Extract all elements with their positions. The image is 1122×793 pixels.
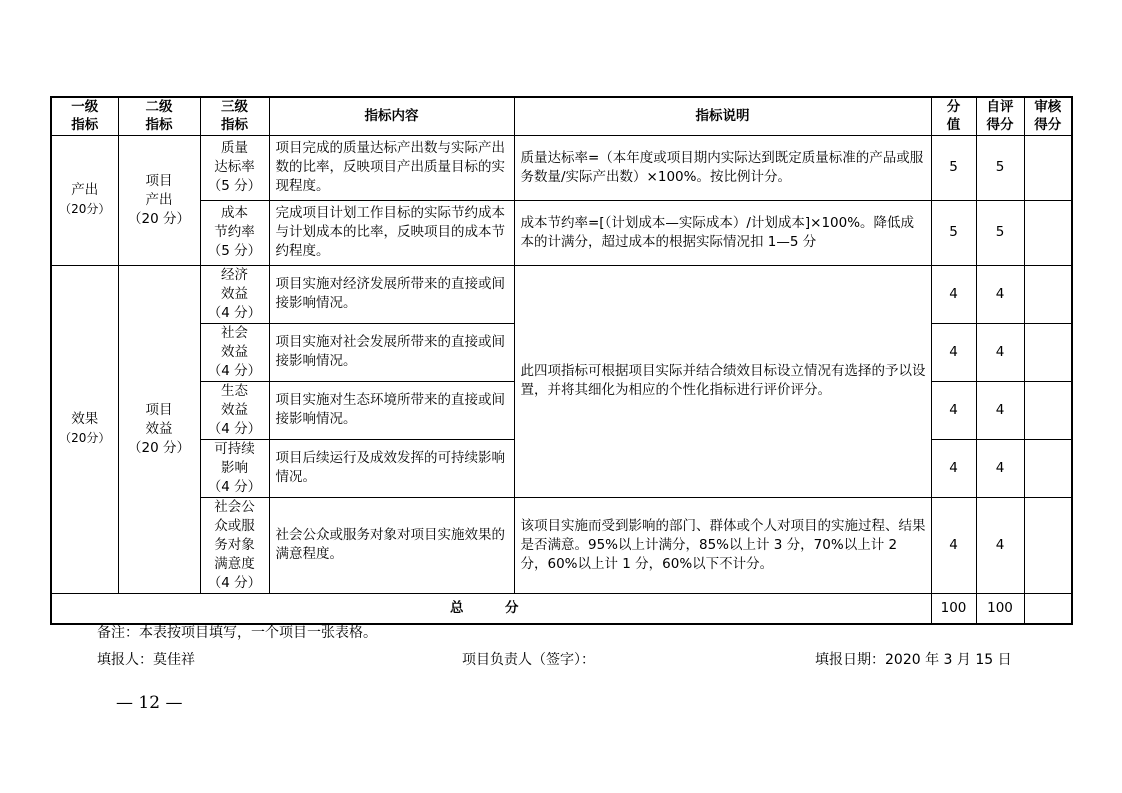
header-audit-score: 审核 得分	[1024, 97, 1072, 135]
audit-score-cell[interactable]	[1024, 323, 1072, 381]
level2-effect-cell	[118, 265, 200, 593]
self-score-cell: 4	[976, 265, 1024, 323]
total-audit-score-cell[interactable]	[1024, 593, 1072, 624]
self-score-cell: 5	[976, 200, 1024, 265]
level1-effect-cell	[51, 265, 118, 593]
score-cell: 4	[931, 497, 976, 593]
merged-description-cell: 此四项指标可根据项目实际并结合绩效目标设立情况有选择的予以设置，并将其细化为相应的个性化指标进行评价评分。	[514, 265, 931, 497]
level2-output-name: 项目 产出	[145, 172, 173, 208]
level2-output-points: （20 分）	[128, 210, 190, 227]
header-level3: 三级 指标	[200, 97, 269, 135]
audit-score-cell[interactable]	[1024, 381, 1072, 439]
level1-output-points: （20分）	[59, 202, 111, 216]
level3-cell: 可持续 影响 （4 分）	[200, 439, 269, 497]
level3-cell: 社会 效益 （4 分）	[200, 323, 269, 381]
self-score-cell: 4	[976, 381, 1024, 439]
header-score: 分 值	[931, 97, 976, 135]
audit-score-cell[interactable]	[1024, 497, 1072, 593]
table-row	[51, 200, 1072, 265]
description-cell: 成本节约率=[（计划成本—实际成本）/计划成本]×100%。降低成本的计满分，超过成本的根据实际情况扣 1—5 分	[514, 200, 931, 265]
content-cell: 项目实施对经济发展所带来的直接或间接影响情况。	[269, 265, 514, 323]
header-description: 指标说明	[514, 97, 931, 135]
audit-score-cell[interactable]	[1024, 439, 1072, 497]
footnote: 备注：本表按项目填写，一个项目一张表格。	[97, 625, 377, 641]
page-number: — 12 —	[116, 693, 183, 713]
level3-cell: 经济 效益 （4 分）	[200, 265, 269, 323]
level2-effect-name: 项目 效益	[145, 401, 173, 437]
score-cell: 5	[931, 200, 976, 265]
level3-cell: 质量 达标率 （5 分）	[200, 135, 269, 200]
content-cell: 项目后续运行及成效发挥的可持续影响情况。	[269, 439, 514, 497]
level3-cell: 社会公 众或服 务对象 满意度 （4 分）	[200, 497, 269, 593]
total-label: 总 分	[51, 593, 931, 624]
total-row	[51, 593, 1072, 624]
level2-output-cell	[118, 135, 200, 265]
header-level2: 二级 指标	[118, 97, 200, 135]
content-cell: 完成项目计划工作目标的实际节约成本与计划成本的比率，反映项目的成本节约程度。	[269, 200, 514, 265]
level2-effect-points: （20 分）	[128, 439, 190, 456]
report-date: 填报日期：2020 年 3 月 15 日	[815, 652, 1012, 668]
level1-effect-name: 效果	[71, 411, 99, 427]
reporter-label: 填报人：莫佳祥	[97, 652, 195, 668]
score-cell: 4	[931, 323, 976, 381]
header-level1: 一级 指标	[51, 97, 118, 135]
score-cell: 4	[931, 381, 976, 439]
header-self-score: 自评 得分	[976, 97, 1024, 135]
description-cell: 该项目实施而受到影响的部门、群体或个人对项目的实施过程、结果是否满意。95%以上计满分，85%以上计 3 分，70%以上计 2 分，60%以上计 1 分，60%以下不计分。	[514, 497, 931, 593]
score-cell: 4	[931, 439, 976, 497]
level1-output-cell	[51, 135, 118, 265]
self-score-cell: 4	[976, 323, 1024, 381]
score-cell: 4	[931, 265, 976, 323]
level3-cell: 成本 节约率 （5 分）	[200, 200, 269, 265]
content-cell: 项目实施对生态环境所带来的直接或间接影响情况。	[269, 381, 514, 439]
performance-evaluation-table	[50, 96, 1073, 625]
content-cell: 项目完成的质量达标产出数与实际产出数的比率，反映项目产出质量目标的实现程度。	[269, 135, 514, 200]
content-cell: 项目实施对社会发展所带来的直接或间接影响情况。	[269, 323, 514, 381]
table-row	[51, 135, 1072, 200]
audit-score-cell[interactable]	[1024, 135, 1072, 200]
total-score-cell: 100	[931, 593, 976, 624]
self-score-cell: 4	[976, 497, 1024, 593]
table-header-row	[51, 97, 1072, 135]
description-cell: 质量达标率=（本年度或项目期内实际达到既定质量标准的产品或服务数量/实际产出数）×100%。按比例计分。	[514, 135, 931, 200]
audit-score-cell[interactable]	[1024, 200, 1072, 265]
level1-effect-points: （20分）	[59, 431, 111, 445]
self-score-cell: 5	[976, 135, 1024, 200]
content-cell: 社会公众或服务对象对项目实施效果的满意程度。	[269, 497, 514, 593]
table-row	[51, 497, 1072, 593]
self-score-cell: 4	[976, 439, 1024, 497]
audit-score-cell[interactable]	[1024, 265, 1072, 323]
score-cell: 5	[931, 135, 976, 200]
level1-output-name: 产出	[71, 182, 99, 198]
table-row	[51, 265, 1072, 323]
leader-signature-label: 项目负责人（签字）：	[462, 652, 595, 668]
level3-cell: 生态 效益 （4 分）	[200, 381, 269, 439]
total-self-score-cell: 100	[976, 593, 1024, 624]
header-content: 指标内容	[269, 97, 514, 135]
